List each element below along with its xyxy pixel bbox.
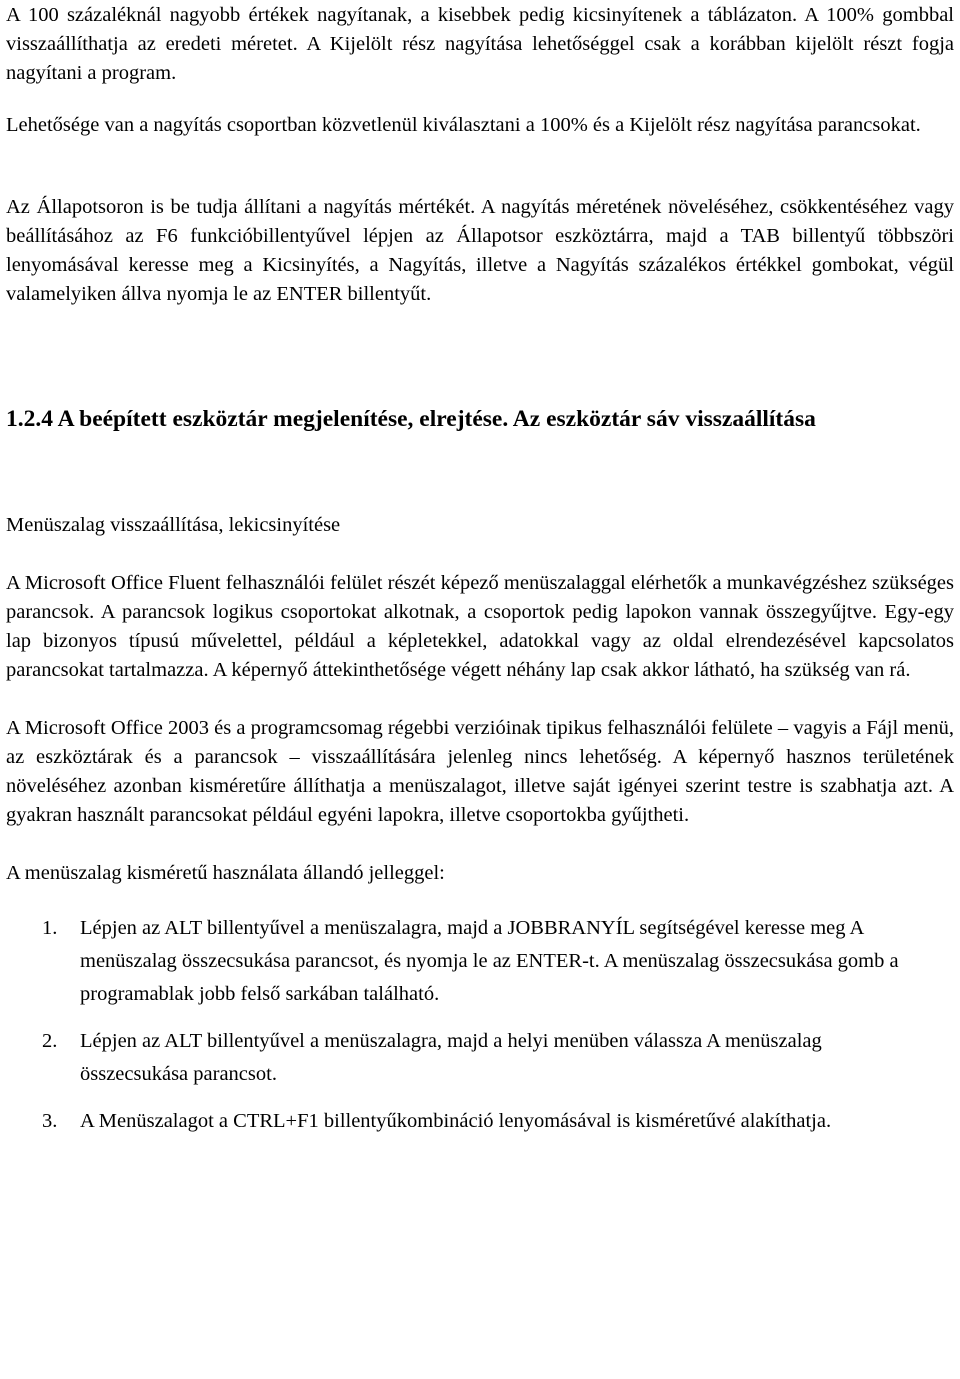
list-item-number: 1. xyxy=(42,917,58,939)
paragraph-zoom-group: Lehetősége van a nagyítás csoportban közvetlenül kiválasztani a 100% és a Kijelölt rész nagyítása parancsokat. xyxy=(6,114,921,136)
paragraph-ribbon-subtitle: Menüszalag visszaállítása, lekicsinyítése xyxy=(6,514,341,536)
steps-list xyxy=(6,912,954,1138)
list-item-text: A Menüszalagot a CTRL+F1 billentyűkombináció lenyomásával is kisméretűvé alakíthatja. xyxy=(80,1110,832,1132)
list-item-text: Lépjen az ALT billentyűvel a menüszalagra, majd a helyi menüben válassza A menüszalag összecsukása parancsot. xyxy=(80,1030,822,1085)
paragraph-office-2003: A Microsoft Office 2003 és a programcsomag régebbi verzióinak tipikus felhasználói felülete – vagyis a Fájl menü, az eszköztárak és a parancsok – visszaállítására jelenleg nincs lehetőség. A képernyő hasznos területének növeléséhez azonban kisméretűre állíthatja a menüszalagot, illetve saját igényei szerint testre is szabhatja azt. A gyakran használt parancsokat például egyéni lapokra, illetve csoportokba gyűjtheti. xyxy=(6,717,954,826)
paragraph-zoom-intro: A 100 százaléknál nagyobb értékek nagyítanak, a kisebbek pedig kicsinyítenek a táblázaton. A 100% gombbal visszaállíthatja az eredeti méretet. A Kijelölt rész nagyítása lehetőséggel csak a korábban kijelölt részt fogja nagyítani a program. xyxy=(6,4,954,84)
list-item xyxy=(6,1105,954,1138)
section-heading: 1.2.4 A beépített eszköztár megjelenítése, elrejtése. Az eszköztár sáv visszaállítása xyxy=(6,406,816,432)
paragraph-statusbar xyxy=(6,193,954,309)
list-item xyxy=(6,912,954,1011)
statusbar-zoom-text: Az Állapotsoron is be tudja állítani a nagyítás mértékét. xyxy=(6,196,476,218)
paragraph-fluent-ui: A Microsoft Office Fluent felhasználói felület részét képező menüszalaggal elérhetők a munkavégzéshez szükséges parancsok. A parancsok logikus csoportokat alkotnak, a csoportok pedig lapokon vannak összegyűjtve. Egy-egy lap bizonyos típusú művelettel, például a képletekkel, adatokkal vagy az oldal elrendezésével kapcsolatos parancsokat tartalmazza. A képernyő áttekinthetősége végett néhány lap csak akkor látható, ha szükség van rá. xyxy=(6,572,954,681)
list-item xyxy=(6,1025,954,1091)
list-item-number: 3. xyxy=(42,1110,58,1132)
paragraph-minimized-permanent: A menüszalag kisméretű használata állandó jelleggel: xyxy=(6,862,445,884)
statusbar-keyboard-text: A nagyítás méretének növeléséhez, csökkentéséhez vagy beállításához az F6 funkcióbillentyűvel lépjen az Állapotsor eszköztárra, majd a TAB billentyű többszöri lenyomásával keresse meg a Kicsinyítés, a Nagyítás, illetve a Nagyítás százalékos értékkel gombokat, végül valamelyiken állva nyomja le az ENTER billentyűt. xyxy=(6,196,954,305)
list-item-number: 2. xyxy=(42,1030,58,1052)
list-item-text: Lépjen az ALT billentyűvel a menüszalagra, majd a JOBBRANYÍL segítségével keresse meg A menüszalag összecsukása parancsot, és nyomja le az ENTER-t. A menüszalag összecsukása gomb a programablak jobb felső sarkában található. xyxy=(80,917,899,1005)
